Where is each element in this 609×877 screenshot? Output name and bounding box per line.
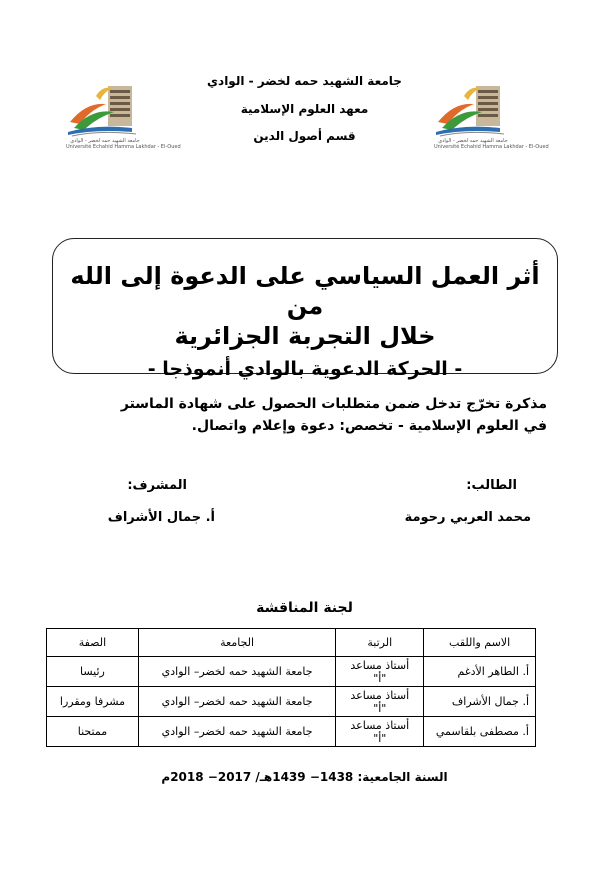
column-header-rank: الرتبة <box>336 629 424 657</box>
logo-caption-french: Université Echahid Hamma Lakhdar - El-Oued <box>434 144 549 150</box>
member-name: أ. الطاهر الأدغم <box>424 657 536 687</box>
table-header-row <box>47 629 536 657</box>
committee-title: لجنة المناقشة <box>256 600 353 616</box>
thesis-title-box <box>52 238 558 380</box>
academic-year: السنة الجامعية: 1438− 1439هـ/ 2017− 2018م <box>161 770 448 784</box>
university-name: جامعة الشهيد حمه لخضر - الوادي <box>207 74 402 88</box>
column-header-role: الصفة <box>47 629 139 657</box>
member-rank: أستاذ مساعد "أ" <box>336 657 424 687</box>
member-rank: أستاذ مساعد "أ" <box>336 687 424 717</box>
student-name: محمد العربي رحومة <box>404 510 531 525</box>
committee-table <box>46 628 536 747</box>
member-role: رئيسا <box>47 657 139 687</box>
thesis-title-line2: خلال التجربة الجزائرية <box>174 322 436 350</box>
member-name: أ. جمال الأشراف <box>424 687 536 717</box>
table-row <box>47 687 536 717</box>
column-header-name: الاسم واللقب <box>424 629 536 657</box>
logo-caption-arabic: جامعة الشهيد حمه لخضر - الوادي <box>70 138 140 144</box>
memo-description-line2: في العلوم الإسلامية - تخصص: دعوة وإعلام واتصال. <box>191 418 547 434</box>
member-university: جامعة الشهيد حمه لخضر– الوادي <box>138 687 335 717</box>
column-header-university: الجامعة <box>138 629 335 657</box>
logo-caption-french: Université Echahid Hamma Lakhdar - El-Oued <box>66 144 181 150</box>
department-name: قسم أصول الدين <box>253 129 356 143</box>
logo-caption-arabic: جامعة الشهيد حمه لخضر - الوادي <box>438 138 508 144</box>
institute-name: معهد العلوم الإسلامية <box>240 102 369 116</box>
member-university: جامعة الشهيد حمه لخضر– الوادي <box>138 657 335 687</box>
university-logo-icon <box>434 82 512 138</box>
student-label: الطالب: <box>466 478 517 493</box>
thesis-subtitle: - الحركة الدعوية بالوادي أنموذجا - <box>147 358 463 380</box>
member-university: جامعة الشهيد حمه لخضر– الوادي <box>138 717 335 747</box>
table-row <box>47 657 536 687</box>
supervisor-name: أ. جمال الأشراف <box>107 510 215 525</box>
university-logo-icon <box>66 82 144 138</box>
thesis-title-line1: أثر العمل السياسي على الدعوة إلى الله من <box>70 262 540 320</box>
member-rank: أستاذ مساعد "أ" <box>336 717 424 747</box>
member-role: مشرفا ومقررا <box>47 687 139 717</box>
university-logo-right <box>434 82 549 150</box>
university-logo-left <box>66 82 181 150</box>
member-name: أ. مصطفى بلقاسمي <box>424 717 536 747</box>
table-row <box>47 717 536 747</box>
member-role: ممتحنا <box>47 717 139 747</box>
supervisor-label: المشرف: <box>127 478 187 493</box>
memo-description-line1: مذكرة تخرّج تدخل ضمن متطلبات الحصول على شهادة الماستر <box>120 396 547 412</box>
